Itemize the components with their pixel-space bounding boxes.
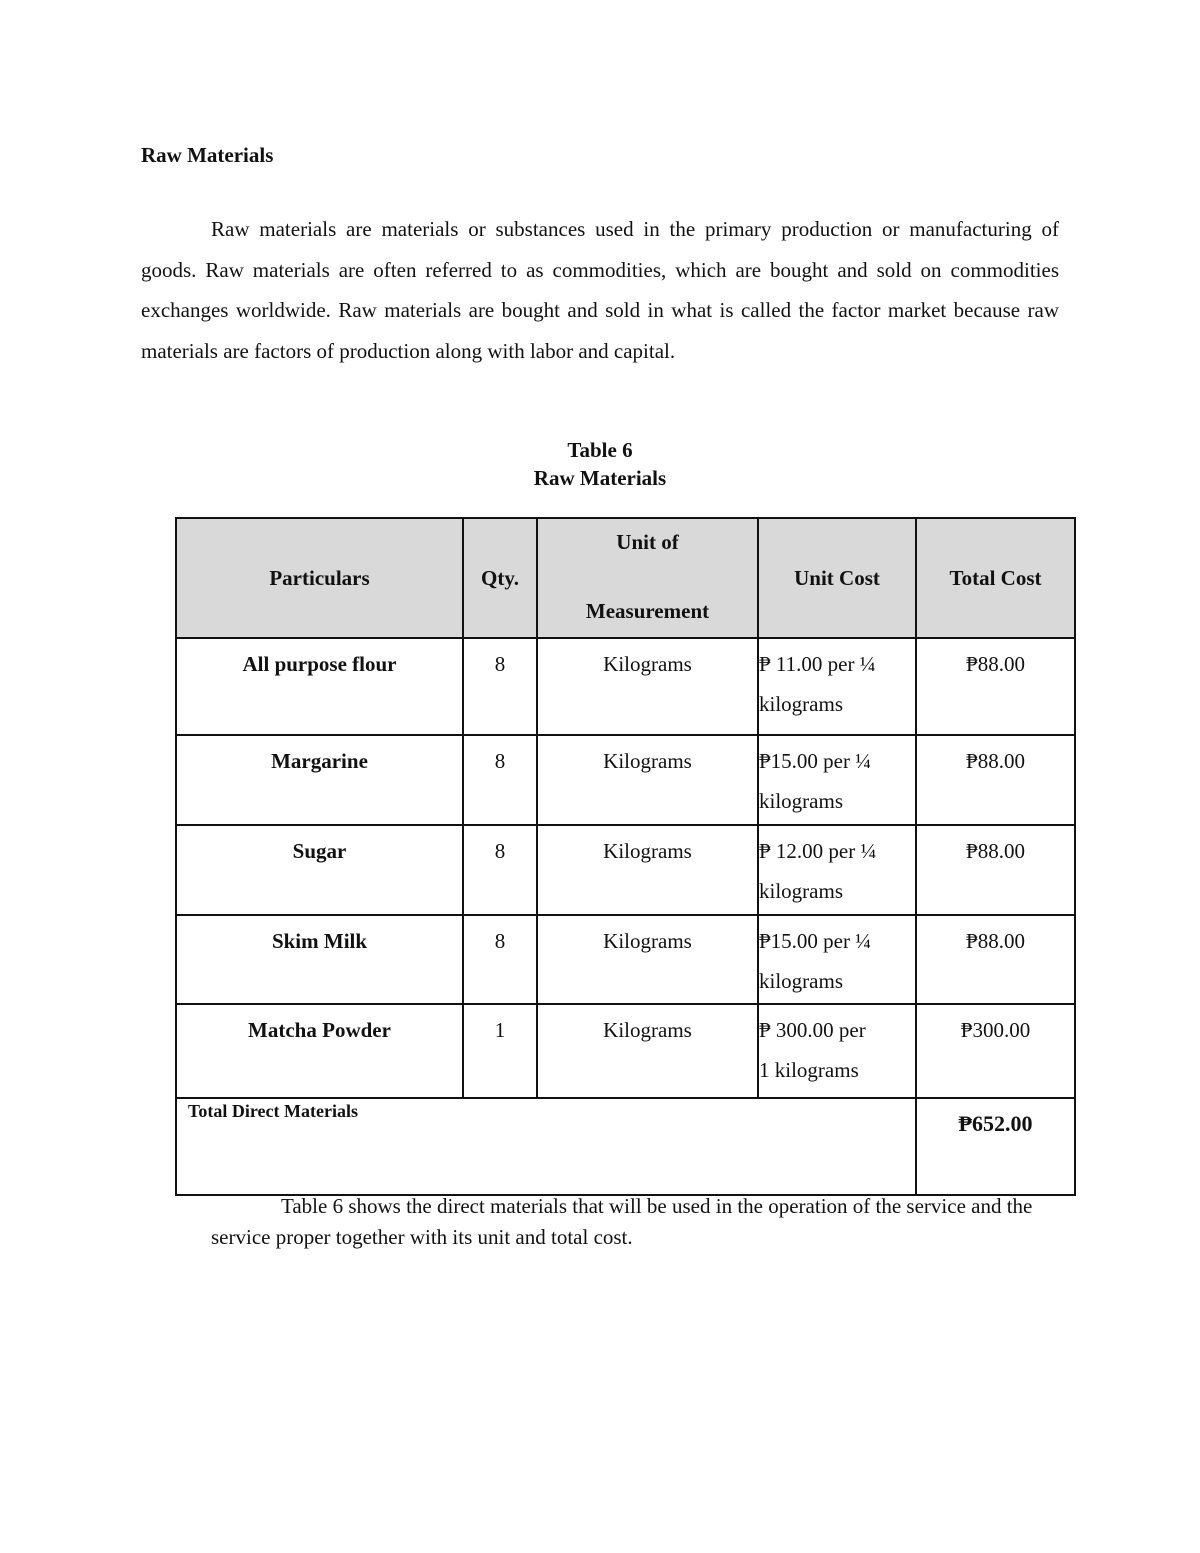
table-row [176, 915, 1075, 1004]
cell-qty: 8 [463, 915, 537, 1004]
unit-cost-line1: ₱ 300.00 per [759, 1018, 866, 1042]
unit-cost-line2: 1 kilograms [759, 1058, 859, 1082]
cell-total-cost: ₱88.00 [916, 735, 1075, 825]
table-row [176, 735, 1075, 825]
header-unit-cost: Unit Cost [758, 518, 916, 638]
unit-cost-line2: kilograms [759, 789, 843, 813]
header-uom-line1: Unit of [616, 530, 679, 554]
unit-cost-line1: ₱15.00 per ¼ [759, 929, 871, 953]
unit-cost-line2: kilograms [759, 692, 843, 716]
table-caption-title: Raw Materials [533, 466, 667, 490]
table-row [176, 638, 1075, 735]
cell-qty: 8 [463, 735, 537, 825]
cell-unit-cost [758, 1004, 916, 1098]
cell-unit: Kilograms [537, 1004, 758, 1098]
cell-total-cost: ₱300.00 [916, 1004, 1075, 1098]
cell-unit: Kilograms [537, 825, 758, 915]
cell-unit-cost [758, 915, 916, 1004]
cell-total-cost: ₱88.00 [916, 915, 1075, 1004]
closing-paragraph: Table 6 shows the direct materials that will be used in the operation of the service and the service proper together with its unit and total cost. [211, 1194, 1033, 1249]
unit-cost-line1: ₱ 12.00 per ¼ [759, 839, 877, 863]
header-unit-of-measurement [537, 518, 758, 638]
unit-cost-line2: kilograms [759, 969, 843, 993]
intro-paragraph: Raw materials are materials or substances used in the primary production or manufacturing of goods. Raw materials are often referred to as commodities, which are bought and sold on commodities exchanges worldwide. Raw materials are bought and sold in what is called the factor market because raw materials are factors of production along with labor and capital. [141, 217, 1059, 363]
table-row [176, 1004, 1075, 1098]
total-row [176, 1098, 1075, 1195]
cell-particular: Margarine [176, 735, 463, 825]
unit-cost-line2: kilograms [759, 879, 843, 903]
cell-particular: All purpose flour [176, 638, 463, 735]
cell-unit-cost [758, 638, 916, 735]
header-particulars: Particulars [176, 518, 463, 638]
table-row [176, 825, 1075, 915]
cell-unit: Kilograms [537, 915, 758, 1004]
cell-unit: Kilograms [537, 735, 758, 825]
cell-particular: Sugar [176, 825, 463, 915]
unit-cost-line1: ₱ 11.00 per ¼ [759, 652, 876, 676]
total-direct-materials-value: ₱652.00 [916, 1098, 1075, 1195]
cell-qty: 8 [463, 638, 537, 735]
header-uom-line2: Measurement [585, 599, 710, 623]
cell-unit-cost [758, 735, 916, 825]
raw-materials-table [175, 517, 1076, 1196]
cell-qty: 1 [463, 1004, 537, 1098]
cell-particular: Matcha Powder [176, 1004, 463, 1098]
cell-total-cost: ₱88.00 [916, 825, 1075, 915]
cell-particular: Skim Milk [176, 915, 463, 1004]
cell-total-cost: ₱88.00 [916, 638, 1075, 735]
cell-unit-cost [758, 825, 916, 915]
table-caption-number: Table 6 [567, 438, 633, 462]
total-direct-materials-label: Total Direct Materials [176, 1098, 916, 1195]
header-total-cost: Total Cost [916, 518, 1075, 638]
table-header-row [176, 518, 1075, 638]
cell-qty: 8 [463, 825, 537, 915]
unit-cost-line1: ₱15.00 per ¼ [759, 749, 871, 773]
header-qty: Qty. [463, 518, 537, 638]
section-heading: Raw Materials [141, 143, 274, 167]
cell-unit: Kilograms [537, 638, 758, 735]
